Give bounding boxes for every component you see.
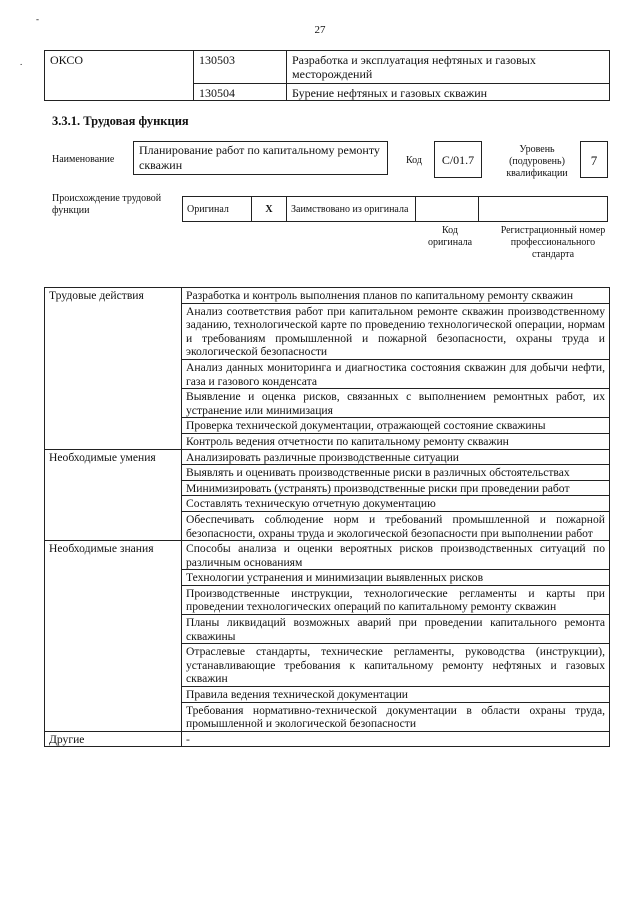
okso-row [45,51,610,84]
skill-item: Минимизировать (устранять) производственные риски при проведении работ [182,480,610,496]
knowledge-item: Технологии устранения и минимизации выявленных рисков [182,570,610,586]
code-label: Код [406,155,422,166]
okso-title: Разработка и эксплуатация нефтяных и газовых месторождений [287,51,610,84]
knowledge-item: Производственные инструкции, технологические регламенты и карты при проведении технологических операций по капитальному ремонту скважин [182,585,610,614]
origin-label: Происхождение трудовой функции [52,193,162,216]
reg-number-cell [479,197,608,222]
labor-action-item: Контроль ведения отчетности по капитальному ремонту скважин [182,433,610,449]
okso-table [44,50,610,101]
table-row [45,731,610,747]
table-row [45,288,610,304]
knowledge-item: Отраслевые стандарты, технические регламенты, руководства (инструкции), устанавливающие требования к капитальному ремонту нефтяных и газовых скважин [182,644,610,687]
original-label: Оригинал [183,197,252,222]
code-original-cell [416,197,479,222]
labor-action-item: Анализ данных мониторинга и диагностика состояния скважин для добычи нефти, газа и газового конденсата [182,359,610,388]
level-box: 7 [580,141,608,178]
knowledge-item: Планы ликвидаций возможных аварий при проведении капитального ремонта скважины [182,615,610,644]
borrowed-label: Заимствовано из оригинала [287,197,416,222]
okso-label: ОКСО [45,51,194,101]
other-value: - [182,731,610,747]
labor-action-item: Проверка технической документации, отражающей состояние скважины [182,418,610,434]
scan-mark: . [20,57,23,67]
labor-action-item: Разработка и контроль выполнения планов по капитальному ремонту скважин [182,288,610,304]
knowledge-item: Требования нормативно-технической документации в области охраны труда, промышленной и экологической безопасности [182,702,610,731]
scan-mark: - [36,14,39,24]
function-code-box: С/01.7 [434,141,482,178]
skill-item: Выявлять и оценивать производственные риски в различных обстоятельствах [182,465,610,481]
code-original-label: Код оригинала [427,225,473,248]
okso-code: 130503 [194,51,287,84]
labor-action-category-label: Трудовые действия [45,288,182,450]
skill-item: Составлять техническую отчетную документацию [182,496,610,512]
original-mark: X [252,197,287,222]
knowledge-item: Способы анализа и оценки вероятных рисков производственных ситуаций по различным основаниям [182,541,610,570]
other-category-label: Другие [45,731,182,747]
table-row [45,541,610,570]
function-name-box: Планирование работ по капитальному ремонту скважин [133,141,388,175]
section-title: 3.3.1. Трудовая функция [52,114,189,128]
reg-number-label: Регистрационный номер профессионального стандарта [500,225,606,260]
skill-item: Обеспечивать соблюдение норм и требований промышленной и пожарной безопасности, охраны труда и экологической безопасности при выполнении работ [182,511,610,540]
function-details-table [44,287,610,747]
page-number: 27 [314,24,326,36]
level-label: Уровень (подуровень) квалификации [506,144,568,179]
origin-table [182,196,608,222]
okso-code: 130504 [194,84,287,101]
labor-action-item: Выявление и оценка рисков, связанных с выполнением ремонтных работ, их устранение или минимизация [182,389,610,418]
okso-title: Бурение нефтяных и газовых скважин [287,84,610,101]
knowledge-item: Правила ведения технической документации [182,687,610,703]
skill-category-label: Необходимые умения [45,449,182,541]
labor-action-item: Анализ соответствия работ при капитальном ремонте скважин производственному заданию, технологической карте по проведению технологической операции, нормам и требованиям промышленной и пожарной безопасности, охраны труда и экологической безопасности [182,303,610,359]
skill-item: Анализировать различные производственные ситуации [182,449,610,465]
table-row [45,449,610,465]
knowledge-category-label: Необходимые знания [45,541,182,732]
name-label: Наименование [52,154,115,165]
